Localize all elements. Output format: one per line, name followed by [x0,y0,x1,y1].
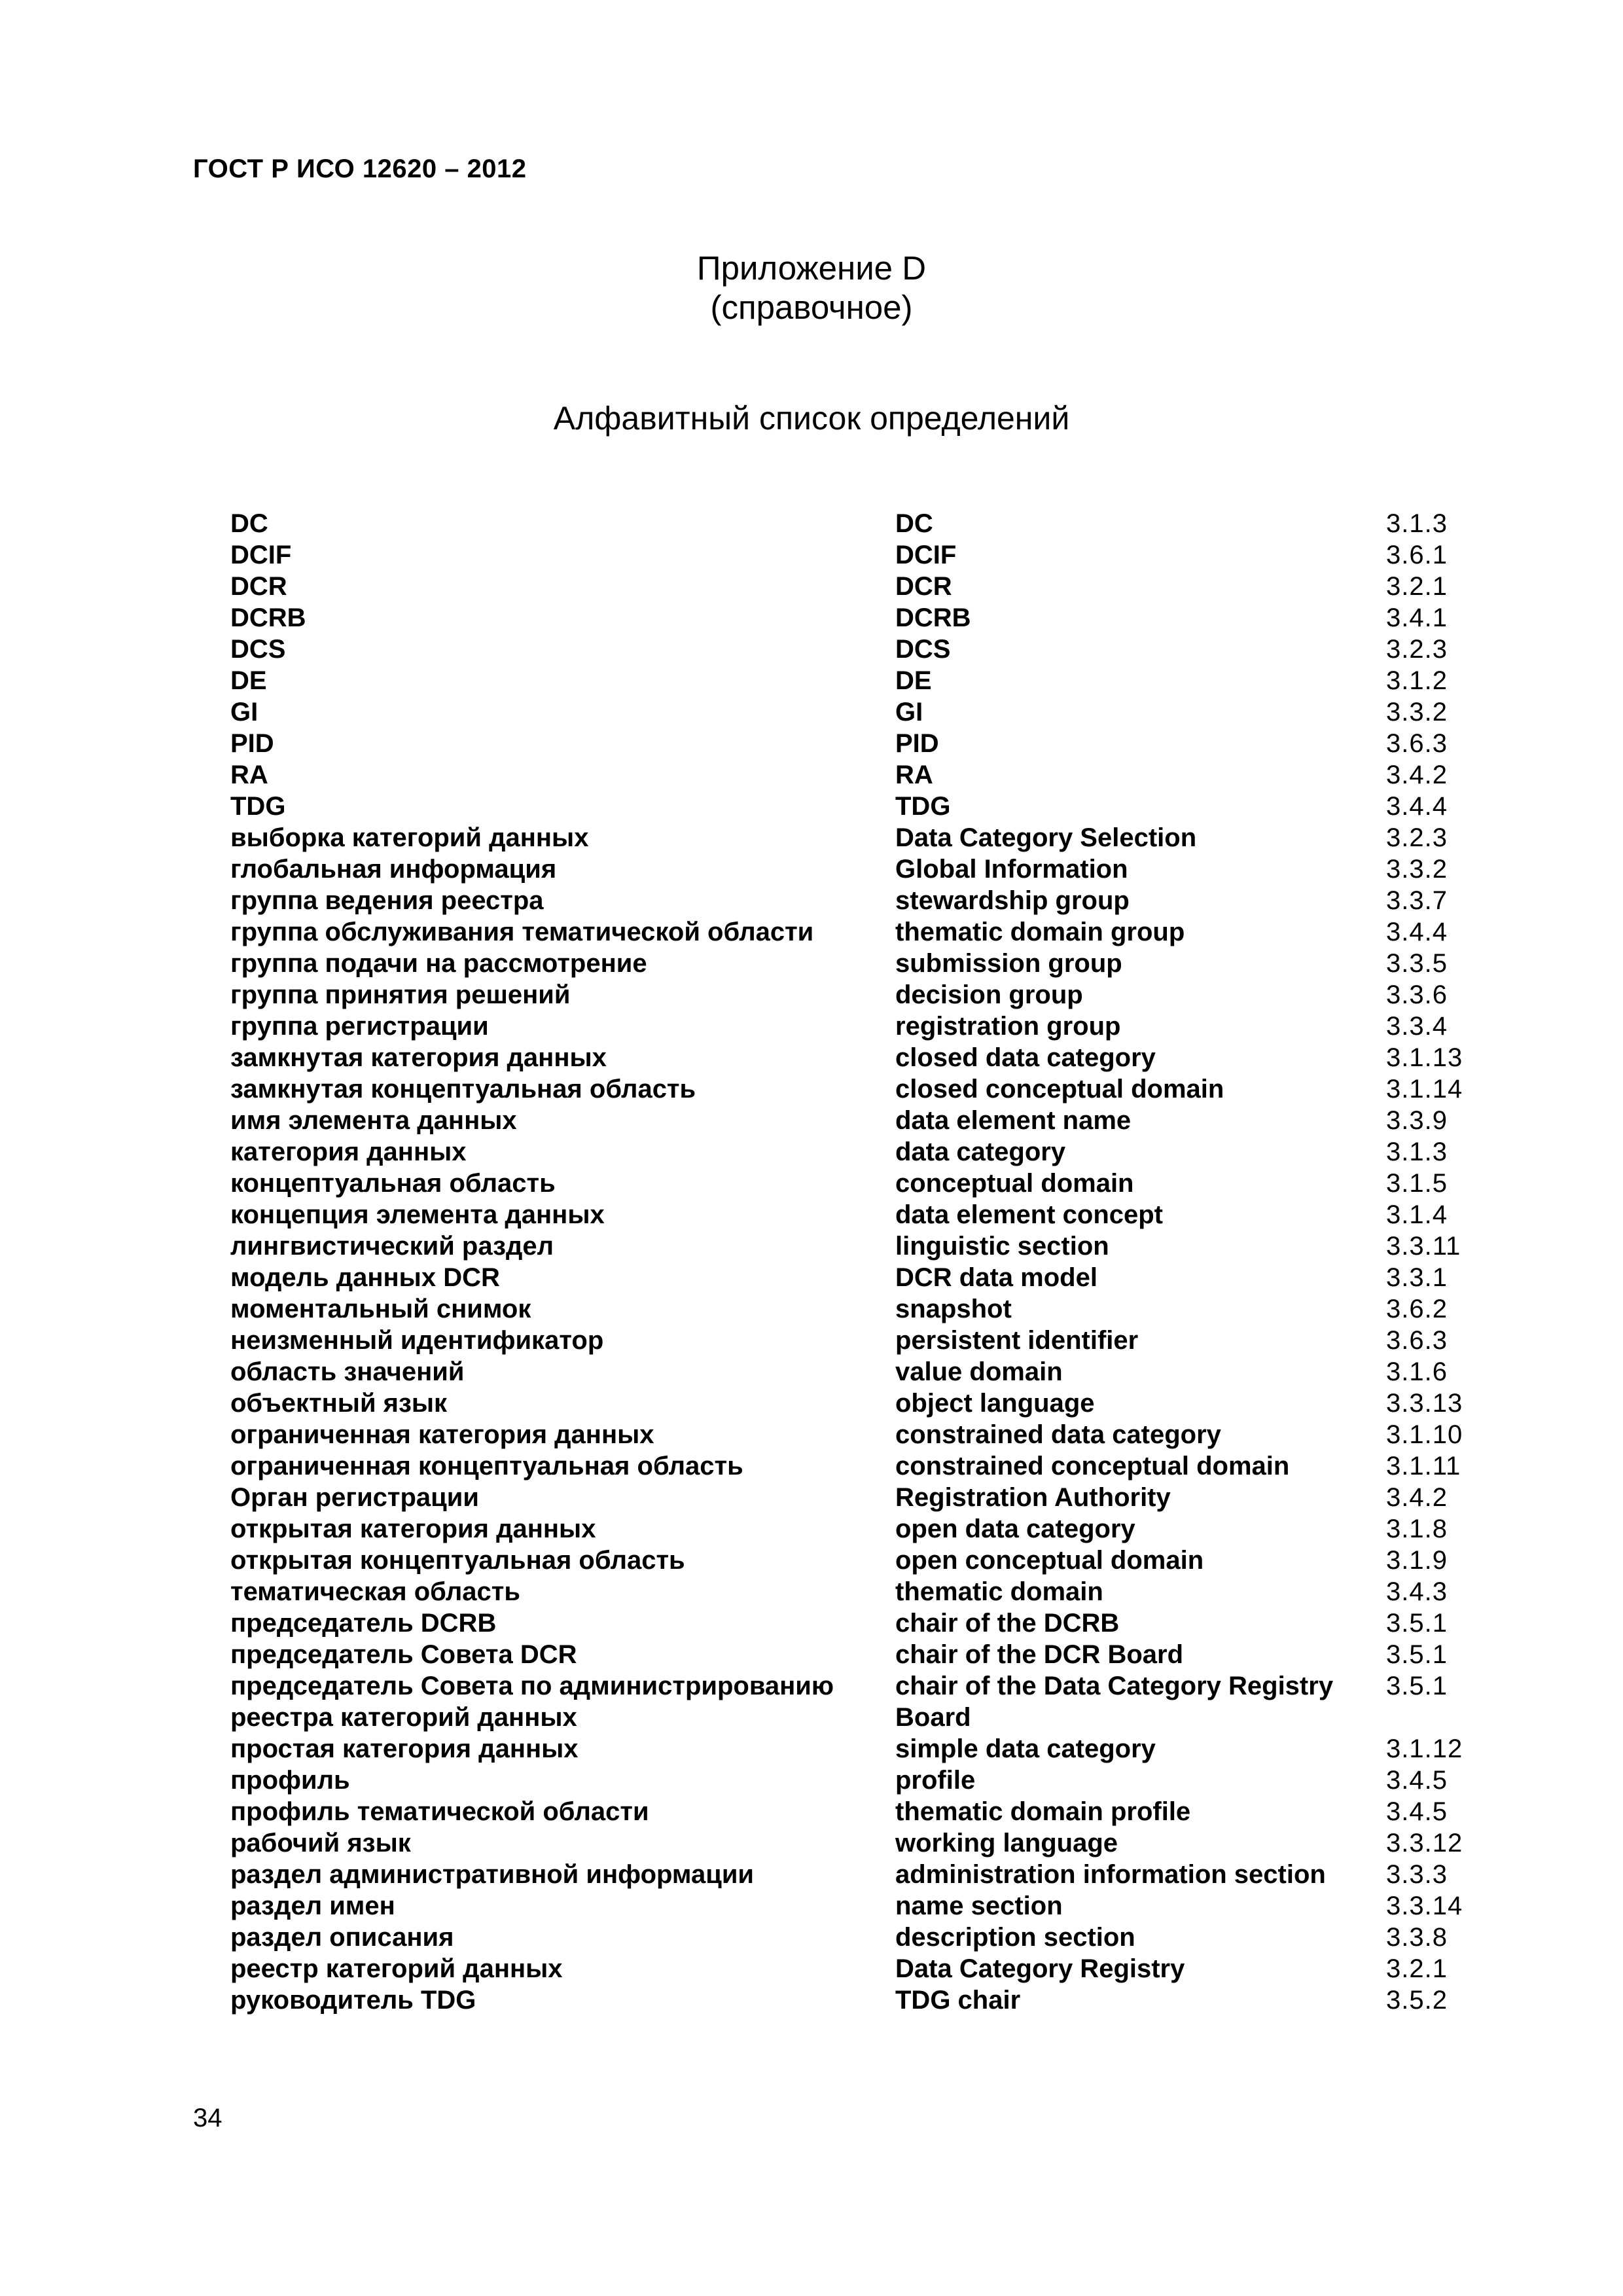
term-reference: 3.1.8 [1386,1515,1448,1543]
term-english: description section [895,1923,1135,1952]
term-reference: 3.2.3 [1386,635,1448,664]
term-russian: группа ведения реестра [230,886,544,915]
term-english: decision group [895,980,1083,1009]
table-row [230,1670,1491,1733]
table-row [230,665,1491,696]
term-russian: председатель DCRB [230,1609,497,1638]
term-english: administration information section [895,1860,1326,1889]
term-russian: реестр категорий данных [230,1954,563,1983]
table-row [230,1890,1491,1922]
term-english: stewardship group [895,886,1130,915]
term-russian: раздел описания [230,1923,454,1952]
table-row [230,1325,1491,1356]
term-reference: 3.4.3 [1386,1577,1448,1606]
term-reference: 3.1.11 [1386,1452,1461,1480]
term-reference: 3.4.5 [1386,1766,1448,1795]
term-russian: председатель Совета DCR [230,1640,577,1669]
term-english: open conceptual domain [895,1546,1204,1575]
term-english: thematic domain [895,1577,1103,1606]
term-russian: рабочий язык [230,1829,411,1857]
table-row [230,1922,1491,1953]
page-number: 34 [193,2104,223,2132]
term-reference: 3.3.5 [1386,949,1448,978]
term-russian: DC [230,509,268,538]
term-reference: 3.3.12 [1386,1829,1463,1857]
term-english: thematic domain profile [895,1797,1191,1826]
term-english: chair of the Data Category Registry Board [895,1672,1334,1732]
term-english: name section [895,1892,1063,1920]
term-russian: глобальная информация [230,855,557,884]
document-header: ГОСТ Р ИСО 12620 – 2012 [193,154,527,183]
table-row [230,1796,1491,1827]
term-russian: RA [230,761,268,789]
term-reference: 3.6.2 [1386,1295,1448,1323]
term-reference: 3.1.6 [1386,1357,1448,1386]
table-row [230,634,1491,665]
term-russian: модель данных DCR [230,1263,500,1292]
term-english: working language [895,1829,1118,1857]
term-english: closed data category [895,1043,1156,1072]
term-english: snapshot [895,1295,1012,1323]
term-russian: профиль тематической области [230,1797,649,1826]
table-row [230,916,1491,948]
term-russian: раздел имен [230,1892,395,1920]
table-row [230,1733,1491,1765]
term-reference: 3.1.3 [1386,1138,1448,1166]
term-reference: 3.4.1 [1386,603,1448,632]
table-row [230,728,1491,759]
term-russian: председатель Совета по администрированию реестра категорий данных [230,1672,834,1732]
term-reference: 3.3.11 [1386,1232,1461,1261]
table-row [230,1042,1491,1073]
term-russian: простая категория данных [230,1734,579,1763]
term-russian: лингвистический раздел [230,1232,554,1261]
table-row [230,1639,1491,1670]
term-english: DCR [895,572,952,601]
term-reference: 3.1.9 [1386,1546,1448,1575]
term-english: linguistic section [895,1232,1109,1261]
table-row [230,1859,1491,1890]
table-row [230,1513,1491,1545]
term-russian: группа обслуживания тематической области [230,918,814,946]
term-reference: 3.5.1 [1386,1609,1448,1638]
term-russian: категория данных [230,1138,467,1166]
term-reference: 3.1.14 [1386,1075,1463,1103]
table-row [230,602,1491,634]
table-row [230,1168,1491,1199]
table-row [230,1419,1491,1450]
term-english: DCIF [895,541,957,569]
term-reference: 3.5.1 [1386,1640,1448,1669]
term-english: data element name [895,1106,1132,1135]
term-english: DCS [895,635,951,664]
term-reference: 3.2.1 [1386,1954,1448,1983]
term-russian: раздел административной информации [230,1860,754,1889]
term-reference: 3.4.4 [1386,918,1448,946]
term-reference: 3.1.3 [1386,509,1448,538]
term-reference: 3.5.2 [1386,1986,1448,2015]
table-row [230,853,1491,885]
term-english: DE [895,666,932,695]
term-reference: 3.3.7 [1386,886,1448,915]
term-english: GI [895,698,923,726]
term-russian: тематическая область [230,1577,520,1606]
annex-title: Приложение D [696,249,927,287]
term-russian: DCR [230,572,287,601]
table-row [230,1011,1491,1042]
term-english: value domain [895,1357,1063,1386]
term-english: simple data category [895,1734,1156,1763]
term-russian: выборка категорий данных [230,823,589,852]
term-russian: группа подачи на рассмотрение [230,949,647,978]
term-reference: 3.6.1 [1386,541,1448,569]
term-russian: группа регистрации [230,1012,489,1041]
table-row [230,1230,1491,1262]
term-reference: 3.3.2 [1386,698,1448,726]
table-row [230,822,1491,853]
table-row [230,539,1491,571]
table-row [230,979,1491,1011]
term-russian: замкнутая концептуальная область [230,1075,696,1103]
definitions-table [230,508,1491,2016]
term-russian: PID [230,729,274,758]
term-reference: 3.1.5 [1386,1169,1448,1198]
table-row [230,696,1491,728]
term-russian: ограниченная концептуальная область [230,1452,743,1480]
table-row [230,1199,1491,1230]
term-reference: 3.1.2 [1386,666,1448,695]
term-reference: 3.3.2 [1386,855,1448,884]
term-english: open data category [895,1515,1135,1543]
table-row [230,1827,1491,1859]
term-english: constrained conceptual domain [895,1452,1290,1480]
term-english: conceptual domain [895,1169,1134,1198]
table-row [230,1356,1491,1388]
term-english: object language [895,1389,1095,1418]
term-reference: 3.3.8 [1386,1923,1448,1952]
term-english: chair of the DCR Board [895,1640,1184,1669]
term-russian: область значений [230,1357,465,1386]
term-russian: DCRB [230,603,306,632]
table-row [230,571,1491,602]
term-english: Data Category Selection [895,823,1197,852]
list-title: Алфавитный список определений [553,400,1070,437]
term-reference: 3.2.1 [1386,572,1448,601]
term-english: data element concept [895,1200,1164,1229]
term-reference: 3.2.3 [1386,823,1448,852]
table-row [230,1136,1491,1168]
term-reference: 3.1.4 [1386,1200,1448,1229]
term-russian: руководитель TDG [230,1986,476,2015]
term-russian: неизменный идентификатор [230,1326,604,1355]
term-english: DCRB [895,603,971,632]
term-english: Global Information [895,855,1128,884]
table-row [230,1953,1491,1984]
term-english: chair of the DCRB [895,1609,1120,1638]
table-row [230,1105,1491,1136]
table-row [230,791,1491,822]
term-reference: 3.4.2 [1386,761,1448,789]
term-russian: открытая концептуальная область [230,1546,685,1575]
term-english: thematic domain group [895,918,1185,946]
term-russian: моментальный снимок [230,1295,531,1323]
term-english: registration group [895,1012,1121,1041]
term-english: DCR data model [895,1263,1097,1292]
table-row [230,1388,1491,1419]
term-english: persistent identifier [895,1326,1139,1355]
term-english: submission group [895,949,1122,978]
term-reference: 3.6.3 [1386,1326,1448,1355]
term-russian: DE [230,666,267,695]
term-reference: 3.3.9 [1386,1106,1448,1135]
table-row [230,1450,1491,1482]
term-english: PID [895,729,939,758]
table-row [230,1482,1491,1513]
term-russian: замкнутая категория данных [230,1043,607,1072]
term-russian: ограниченная категория данных [230,1420,654,1449]
term-english: TDG [895,792,951,821]
term-english: profile [895,1766,976,1795]
table-row [230,1576,1491,1607]
term-russian: концептуальная область [230,1169,556,1198]
term-reference: 3.4.5 [1386,1797,1448,1826]
table-row [230,1607,1491,1639]
annex-subtitle: (справочное) [710,289,913,326]
term-reference: 3.6.3 [1386,729,1448,758]
term-english: DC [895,509,933,538]
term-english: data category [895,1138,1066,1166]
term-russian: TDG [230,792,286,821]
table-row [230,1073,1491,1105]
definitions-table-body [230,508,1491,2016]
term-reference: 3.3.3 [1386,1860,1448,1889]
term-russian: профиль [230,1766,350,1795]
term-english: Data Category Registry [895,1954,1185,1983]
term-russian: открытая категория данных [230,1515,596,1543]
table-row [230,1545,1491,1576]
term-reference: 3.3.14 [1386,1892,1463,1920]
term-russian: DCIF [230,541,292,569]
term-reference: 3.4.4 [1386,792,1448,821]
term-russian: DCS [230,635,286,664]
term-reference: 3.3.1 [1386,1263,1448,1292]
term-russian: имя элемента данных [230,1106,517,1135]
table-row [230,885,1491,916]
term-english: Registration Authority [895,1483,1171,1512]
term-russian: Орган регистрации [230,1483,479,1512]
term-reference: 3.1.10 [1386,1420,1463,1449]
term-english: RA [895,761,933,789]
term-reference: 3.1.13 [1386,1043,1463,1072]
term-russian: группа принятия решений [230,980,571,1009]
table-row [230,1262,1491,1293]
term-reference: 3.3.4 [1386,1012,1448,1041]
table-row [230,1984,1491,2016]
term-reference: 3.1.12 [1386,1734,1463,1763]
table-row [230,508,1491,539]
table-row [230,759,1491,791]
term-english: constrained data category [895,1420,1221,1449]
table-row [230,1293,1491,1325]
term-reference: 3.5.1 [1386,1672,1448,1700]
term-reference: 3.3.6 [1386,980,1448,1009]
term-russian: объектный язык [230,1389,448,1418]
term-reference: 3.3.13 [1386,1389,1463,1418]
term-english: closed conceptual domain [895,1075,1224,1103]
term-russian: концепция элемента данных [230,1200,605,1229]
term-reference: 3.4.2 [1386,1483,1448,1512]
term-english: TDG chair [895,1986,1021,2015]
table-row [230,948,1491,979]
term-russian: GI [230,698,259,726]
table-row [230,1765,1491,1796]
